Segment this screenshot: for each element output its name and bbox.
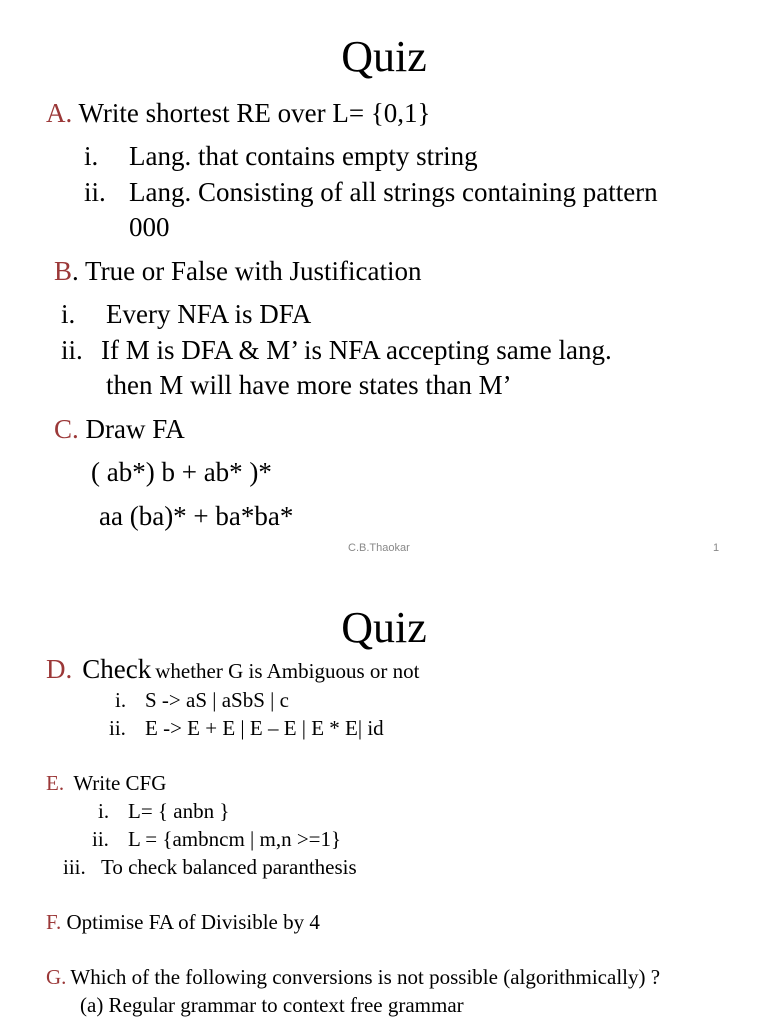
section-b-item-1-text: Every NFA is DFA bbox=[106, 299, 312, 329]
section-d-heading bbox=[46, 656, 419, 683]
section-f-text: Optimise FA of Divisible by 4 bbox=[66, 910, 320, 934]
section-e-heading bbox=[46, 773, 166, 794]
section-b-letter: B bbox=[54, 256, 73, 286]
section-a-text: Write shortest RE over L= {0,1} bbox=[78, 98, 431, 128]
slide-2-title: Quiz bbox=[341, 603, 427, 652]
section-e-text: Write CFG bbox=[73, 771, 167, 795]
slide-1-title: Quiz bbox=[341, 32, 427, 81]
section-d-letter: D. bbox=[46, 654, 73, 684]
section-d-text: whether G is Ambiguous or not bbox=[155, 659, 420, 683]
section-g-letter: G. bbox=[46, 965, 67, 989]
section-b-item-2-num: ii. bbox=[61, 335, 83, 365]
section-a-item-1-num: i. bbox=[84, 141, 99, 171]
section-e-item-1-text: L= { anbn } bbox=[128, 799, 230, 823]
section-b-item-2-continuation: then M will have more states than M’ bbox=[106, 370, 512, 400]
section-c-letter: C. bbox=[54, 414, 79, 444]
section-c-text: Draw FA bbox=[85, 414, 185, 444]
section-f-letter: F. bbox=[46, 910, 62, 934]
section-e-item-3-num: iii. bbox=[63, 855, 86, 879]
section-b-text: . True or False with Justification bbox=[72, 256, 422, 286]
section-g-heading bbox=[46, 967, 660, 988]
section-a-item-2-text: Lang. Consisting of all strings containing pattern bbox=[129, 177, 658, 207]
section-d-item-1-num: i. bbox=[115, 688, 127, 712]
section-e-item-3-text: To check balanced paranthesis bbox=[101, 855, 357, 879]
section-c-expression-1: ( ab*) b + ab* )* bbox=[91, 457, 272, 487]
section-c-heading bbox=[54, 416, 185, 443]
section-g-option-a: (a) Regular grammar to context free grammar bbox=[80, 993, 464, 1017]
section-d-item-1-text: S -> aS | aSbS | c bbox=[145, 688, 289, 712]
section-d-item-2-num: ii. bbox=[109, 716, 126, 740]
section-a-item-2-num: ii. bbox=[84, 177, 106, 207]
section-b-heading bbox=[54, 258, 422, 285]
section-a-item-1-text: Lang. that contains empty string bbox=[129, 141, 478, 171]
section-b-item-2-text: If M is DFA & M’ is NFA accepting same lang. bbox=[101, 335, 612, 365]
section-d-item-2-text: E -> E + E | E – E | E * E| id bbox=[145, 716, 384, 740]
section-a-item-2-continuation: 000 bbox=[129, 212, 170, 242]
section-d-word: Check bbox=[82, 654, 152, 684]
section-c-expression-2: aa (ba)* + ba*ba* bbox=[99, 501, 294, 531]
section-b-item-1-num: i. bbox=[61, 299, 76, 329]
footer-author: C.B.Thaokar bbox=[348, 542, 410, 554]
section-f-heading bbox=[46, 912, 320, 933]
section-e-item-2-num: ii. bbox=[92, 827, 109, 851]
section-a-letter: A. bbox=[46, 98, 73, 128]
footer-page-number: 1 bbox=[713, 542, 720, 554]
section-a-heading bbox=[46, 100, 431, 127]
section-e-letter: E. bbox=[46, 771, 65, 795]
section-e-item-1-num: i. bbox=[98, 799, 110, 823]
section-g-text: Which of the following conversions is not possible (algorithmically) ? bbox=[70, 965, 661, 989]
section-e-item-2-text: L = {ambncm | m,n >=1} bbox=[128, 827, 342, 851]
